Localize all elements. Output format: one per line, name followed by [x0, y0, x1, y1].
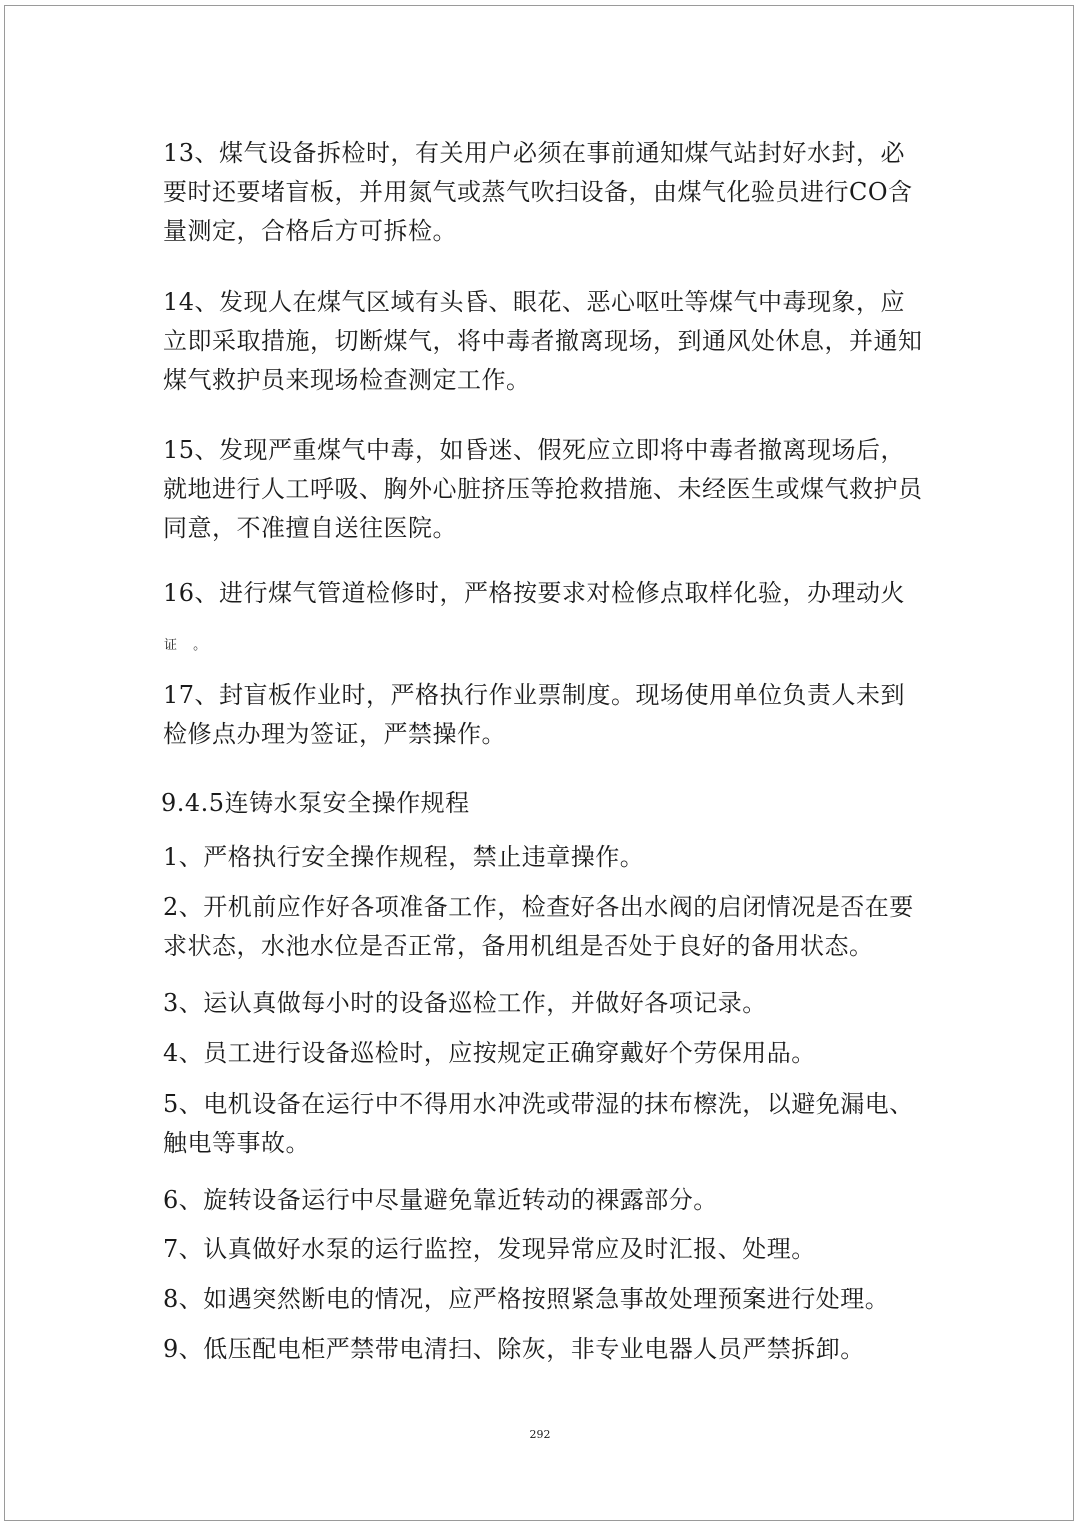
list-item-5: 5、电机设备在运行中不得用水冲洗或带湿的抹布檫洗，以避免漏电、触电等事故。	[163, 1090, 914, 1157]
section-heading: 9.4.5连铸水泵安全操作规程	[161, 789, 470, 817]
paragraph-16: 16、进行煤气管道检修时，严格按要求对检修点取样化验，办理动火	[163, 579, 906, 607]
list-item-3: 3、运认真做每小时的设备巡检工作，并做好各项记录。	[163, 989, 767, 1017]
paragraph-16-continuation: 证 。	[164, 638, 213, 653]
page-number: 292	[529, 1428, 551, 1441]
paragraph-17: 17、封盲板作业时，严格执行作业票制度。现场使用单位负责人未到检修点办理为签证，严禁操作。	[163, 681, 906, 748]
list-item-4: 4、员工进行设备巡检时，应按规定正确穿戴好个劳保用品。	[163, 1039, 816, 1067]
paragraph-14: 14、发现人在煤气区域有头昏、眼花、恶心呕吐等煤气中毒现象，应立即采取措施，切断煤气，将中毒者撤离现场，到通风处休息，并通知煤气救护员来现场检查测定工作。	[163, 288, 923, 394]
paragraph-15: 15、发现严重煤气中毒，如昏迷、假死应立即将中毒者撤离现场后，就地进行人工呼吸、胸外心脏挤压等抢救措施、未经医生或煤气救护员同意，不准擅自送往医院。	[163, 436, 923, 542]
list-item-6: 6、旋转设备运行中尽量避免靠近转动的裸露部分。	[163, 1186, 718, 1214]
list-item-2: 2、开机前应作好各项准备工作，检查好各出水阀的启闭情况是否在要求状态，水池水位是否正常，备用机组是否处于良好的备用状态。	[163, 893, 914, 960]
list-item-8: 8、如遇突然断电的情况，应严格按照紧急事故处理预案进行处理。	[163, 1285, 890, 1313]
list-item-1: 1、严格执行安全操作规程，禁止违章操作。	[163, 843, 645, 871]
paragraph-13: 13、煤气设备拆检时，有关用户必须在事前通知煤气站封好水封，必要时还要堵盲板，并用氮气或蒸气吹扫设备，由煤气化验员进行CO含量测定，合格后方可拆检。	[163, 139, 913, 245]
list-item-7: 7、认真做好水泵的运行监控，发现异常应及时汇报、处理。	[163, 1235, 816, 1263]
list-item-9: 9、低压配电柜严禁带电清扫、除灰，非专业电器人员严禁拆卸。	[163, 1335, 865, 1363]
